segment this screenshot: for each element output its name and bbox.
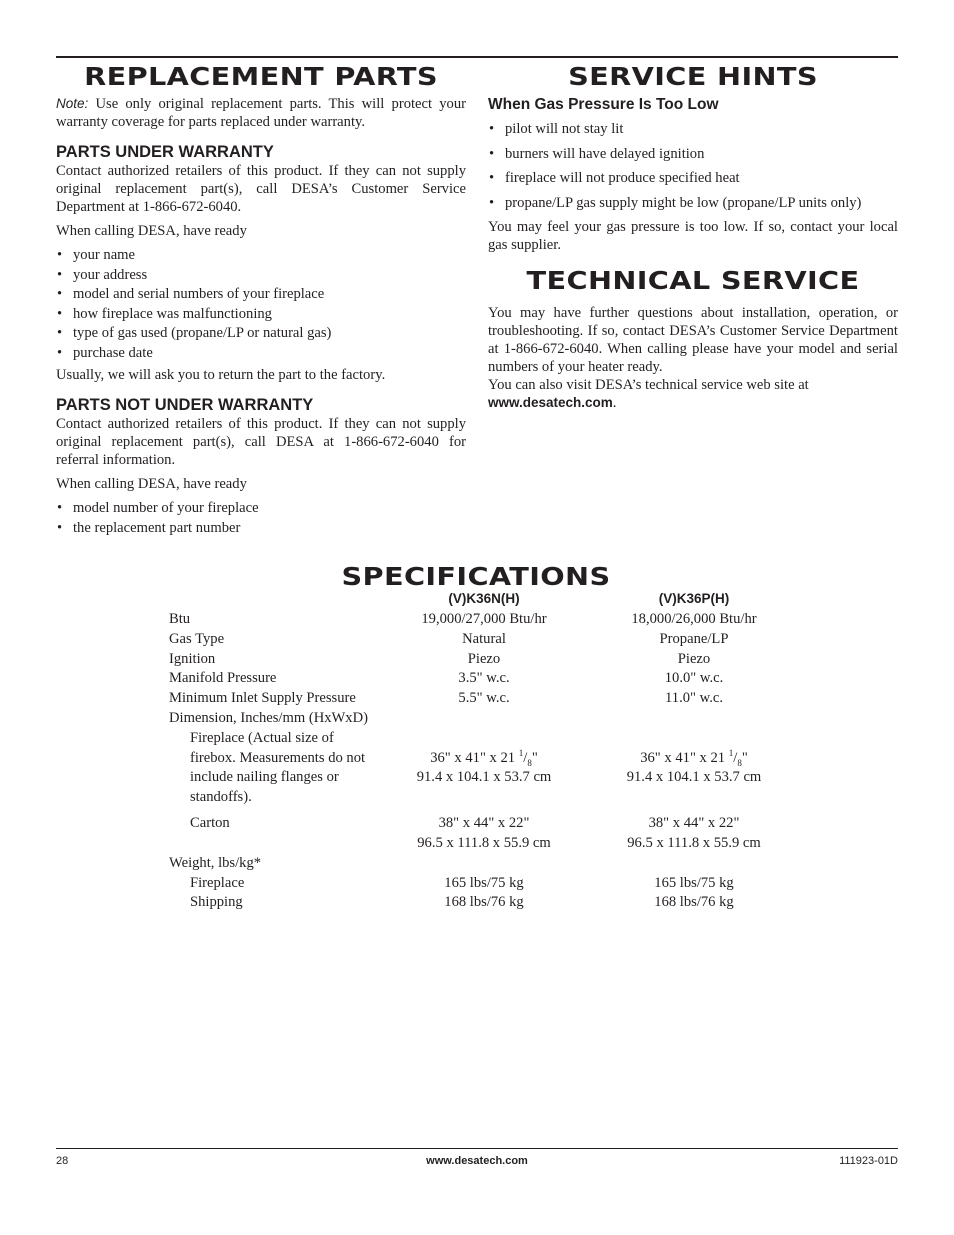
spec-row-fireplace-4 <box>169 788 869 814</box>
spec-label: standoffs). <box>190 789 252 806</box>
list-item: • propane/LP gas supply might be low (propane/LP units only) <box>488 194 898 212</box>
spec-label: Manifold Pressure <box>169 670 277 687</box>
spec-value-n: 3.5" w.c. <box>458 670 510 687</box>
spec-label: Dimension, Inches/mm (HxWxD) <box>169 709 369 726</box>
list-item: • burners will have delayed ignition <box>488 145 898 163</box>
spec-label: Weight, lbs/kg* <box>169 854 262 871</box>
spec-label: Fireplace (Actual size of <box>190 729 334 746</box>
spec-row-gas-type <box>169 630 869 650</box>
spec-row-fireplace-2 <box>169 749 869 769</box>
list-item: • type of gas used (propane/LP or natural gas) <box>56 324 466 342</box>
spec-value-p: 165 lbs/75 kg <box>654 874 734 891</box>
replacement-parts-title: REPLACEMENT PARTS <box>84 62 438 91</box>
manual-page <box>56 0 898 1235</box>
spec-value-n: 5.5" w.c. <box>458 690 510 707</box>
website-end: . <box>612 394 617 411</box>
doc-number: 111923-01D <box>839 1155 898 1167</box>
spec-row-dimension <box>169 709 869 729</box>
technical-service-title: TECHNICAL SERVICE <box>526 265 860 295</box>
footer-website[interactable]: www.desatech.com <box>426 1155 528 1167</box>
spec-value-p: Piezo <box>677 650 711 667</box>
specifications-table <box>169 590 869 913</box>
list-item: • your name <box>56 246 466 264</box>
spec-value-p: 38" x 44" x 22" <box>648 815 740 832</box>
spec-value-p: 11.0" w.c. <box>665 690 723 707</box>
spec-label: Btu <box>169 611 191 627</box>
spec-value-p: 18,000/26,000 Btu/hr <box>631 611 757 627</box>
gas-supplier-text: You may feel your gas pressure is too low. If so, contact your local gas supplier. <box>488 218 898 253</box>
page-number: 28 <box>56 1155 69 1167</box>
spec-value-p: 10.0" w.c. <box>664 670 724 687</box>
spec-value-n: 36" x 41" x 21 $^1/_8$" <box>430 747 538 768</box>
spec-label: Ignition <box>169 650 216 667</box>
spec-row-weight-shipping <box>169 893 869 913</box>
parts-under-warranty-text: Contact authorized retailers of this product. If they can not supply original replacement part(s), call DESA’s Customer Service Department at 1-866-672-6040. <box>56 163 466 215</box>
model-n-header: (V)K36N(H) <box>448 591 520 606</box>
list-item: • fireplace will not produce specified heat <box>488 169 898 187</box>
when-calling-text-2: When calling DESA, have ready <box>56 475 247 492</box>
parts-not-under-warranty-text: Contact authorized retailers of this product. If they can not supply original replacement part(s), call DESA at 1-866-672-6040 for referral information. <box>56 415 466 468</box>
spec-value-n: 91.4 x 104.1 x 53.7 cm <box>416 769 552 786</box>
spec-value-p: 91.4 x 104.1 x 53.7 cm <box>626 769 762 786</box>
note-label: Note: <box>56 96 89 111</box>
service-hints-title: SERVICE HINTS <box>568 62 818 91</box>
spec-label: include nailing flanges or <box>190 769 339 786</box>
service-column <box>488 58 898 412</box>
spec-value-n: Natural <box>462 630 506 647</box>
spec-row-manifold <box>169 669 869 689</box>
spec-value-n: 165 lbs/75 kg <box>444 874 524 891</box>
spec-value-p: 96.5 x 111.8 x 55.9 cm <box>627 834 761 851</box>
spec-row-fireplace-1 <box>169 729 869 749</box>
when-calling-text: When calling DESA, have ready <box>56 223 247 239</box>
dim-end: " <box>741 749 748 766</box>
spec-value-n: Piezo <box>467 650 501 667</box>
dim-main: 36" x 41" x 21 <box>430 749 519 766</box>
list-item: • how fireplace was malfunctioning <box>56 305 466 323</box>
list-item: • model number of your fireplace <box>56 499 466 517</box>
note-text: Use only original replacement parts. This will protect your warranty coverage for parts replaced under warranty. <box>56 96 466 130</box>
spec-row-carton <box>169 814 869 834</box>
replacement-note <box>56 95 466 131</box>
spec-value-n: 19,000/27,000 Btu/hr <box>421 611 547 627</box>
list-item: • model and serial numbers of your fireplace <box>56 285 466 303</box>
spec-value-p: 36" x 41" x 21 $^1/_8$" <box>640 747 748 768</box>
spec-value-n: 96.5 x 111.8 x 55.9 cm <box>417 834 551 851</box>
spec-row-weight <box>169 854 869 874</box>
specifications-title: SPECIFICATIONS <box>341 562 611 591</box>
spec-row-min-inlet <box>169 689 869 709</box>
return-part-text: Usually, we will ask you to return the part to the factory. <box>56 366 386 383</box>
model-p-header: (V)K36P(H) <box>658 591 730 606</box>
spec-label: Fireplace <box>190 874 245 891</box>
website-text <box>488 376 898 412</box>
dim-numerator: 1 <box>728 747 734 758</box>
list-item: • purchase date <box>56 344 466 362</box>
list-item: • your address <box>56 266 466 284</box>
spec-value-p: Propane/LP <box>659 630 729 647</box>
dim-end: " <box>531 749 538 766</box>
parts-under-warranty-heading: PARTS UNDER WARRANTY <box>56 143 274 161</box>
spec-label: firebox. Measurements do not <box>190 749 366 766</box>
list-item: • the replacement part number <box>56 519 466 537</box>
spec-row-btu <box>169 610 869 630</box>
spec-row-weight-fireplace <box>169 874 869 894</box>
dim-numerator: 1 <box>518 747 524 758</box>
spec-row-ignition <box>169 650 869 670</box>
dim-denominator: 8 <box>527 757 532 768</box>
technical-service-text: You may have further questions about installation, operation, or troubleshooting. If so, contact DESA’s Customer Service Department at 1-866-672-6040. When calling please have your model and serial numbers of your heater ready. <box>488 304 898 375</box>
spec-label: Gas Type <box>169 630 225 647</box>
parts-not-under-warranty-heading: PARTS NOT UNDER WARRANTY <box>56 395 314 414</box>
spec-value-n: 38" x 44" x 22" <box>438 815 530 832</box>
spec-row-fireplace-3 <box>169 768 869 788</box>
gas-pressure-list <box>488 120 898 212</box>
dim-denominator: 8 <box>737 757 742 768</box>
website-link[interactable]: www.desatech.com <box>488 394 613 410</box>
spec-header-row <box>169 590 869 610</box>
spec-label: Carton <box>190 815 230 832</box>
gas-pressure-heading: When Gas Pressure Is Too Low <box>488 96 719 113</box>
spec-value-p: 168 lbs/76 kg <box>654 894 734 911</box>
footer-rule <box>56 1148 898 1149</box>
dim-main: 36" x 41" x 21 <box>640 749 729 766</box>
spec-label: Minimum Inlet Supply Pressure <box>169 690 356 707</box>
calling-list <box>56 246 466 362</box>
calling-list-2 <box>56 499 466 537</box>
replacement-parts-section <box>56 58 466 537</box>
list-item: • pilot will not stay lit <box>488 120 898 138</box>
spec-row-carton-mm <box>169 834 869 854</box>
website-intro: You can also visit DESA’s technical service web site at <box>488 376 809 393</box>
spec-value-n: 168 lbs/76 kg <box>444 894 524 911</box>
spec-label: Shipping <box>190 894 243 911</box>
